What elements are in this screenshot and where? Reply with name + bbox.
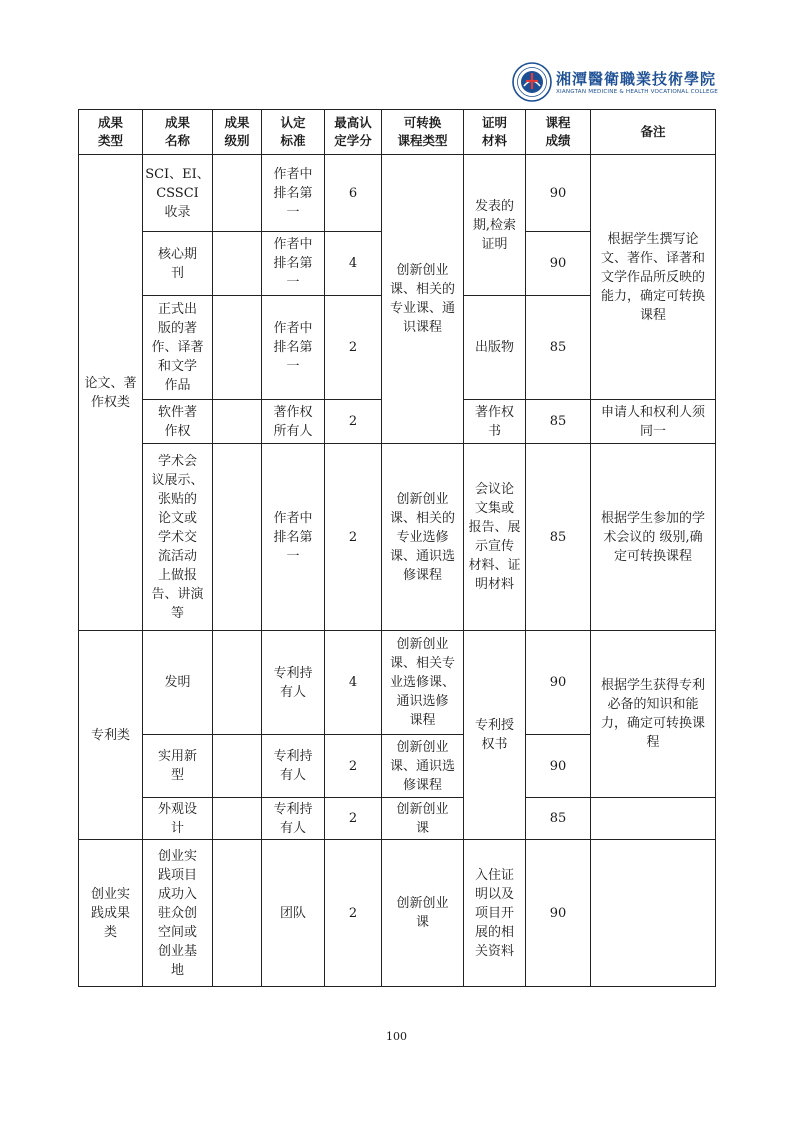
header-max-credit: 最高认 定学分 [325,110,382,155]
score-design: 85 [526,798,591,840]
name-startup: 创业实 践项目 成功入 驻众创 空间或 创业基 地 [143,840,213,987]
score-conference: 85 [526,444,591,631]
header-course-score: 课程 成绩 [526,110,591,155]
type-practice: 创业实 践成果 类 [79,840,143,987]
course-type-utility: 创新创业 课、通识选 修课程 [382,735,464,798]
remark-design [591,798,716,840]
school-name-en: XIANGTAN MEDICINE & HEALTH VOCATIONAL COLLEGE [556,89,718,95]
name-software: 软件著 作权 [143,400,213,444]
course-type-paper: 创新创业 课、相关的 专业课、通 识课程 [382,155,464,444]
level-cell [213,232,262,296]
credit-conversion-table [78,109,716,987]
course-type-conference: 创新创业 课、相关的 专业选修 课、通识选 修课程 [382,444,464,631]
remark-software: 申请人和权利人须 同一 [591,400,716,444]
credit-conference: 2 [325,444,382,631]
standard-owner: 著作权 所有人 [262,400,325,444]
table-row [79,155,716,232]
level-cell [213,296,262,400]
credit-software: 2 [325,400,382,444]
credit-utility: 2 [325,735,382,798]
name-design: 外观设 计 [143,798,213,840]
header-course-type: 可转换 课程类型 [382,110,464,155]
standard-author: 作者中 排名第 一 [262,296,325,400]
school-logo [512,62,722,104]
remark-startup [591,840,716,987]
standard-author: 作者中 排名第 一 [262,155,325,232]
material-publication: 出版物 [464,296,526,400]
material-patent: 专利授 权书 [464,631,526,840]
level-cell [213,444,262,631]
level-cell [213,840,262,987]
credit-core: 4 [325,232,382,296]
standard-author: 作者中 排名第 一 [262,232,325,296]
score-book: 85 [526,296,591,400]
credit-startup: 2 [325,840,382,987]
header-standard: 认定 标准 [262,110,325,155]
table-header-row [79,110,716,155]
level-cell [213,631,262,735]
level-cell [213,735,262,798]
score-startup: 90 [526,840,591,987]
table-row [79,840,716,987]
credit-book: 2 [325,296,382,400]
remark-paper: 根据学生撰写论 文、著作、译著和 文学作品所反映的 能力，确定可转换 课程 [591,155,716,400]
standard-patent-holder: 专利持 有人 [262,798,325,840]
course-type-design: 创新创业 课 [382,798,464,840]
material-software: 著作权 书 [464,400,526,444]
name-core: 核心期 刊 [143,232,213,296]
header-result-type: 成果 类型 [79,110,143,155]
standard-author: 作者中 排名第 一 [262,444,325,631]
name-utility: 实用新 型 [143,735,213,798]
score-sci: 90 [526,155,591,232]
remark-conference: 根据学生参加的学 术会议的 级别,确 定可转换课程 [591,444,716,631]
name-conference: 学术会 议展示、 张贴的 论文或 学术交 流活动 上做报 告、讲演 等 [143,444,213,631]
header-remark: 备注 [591,110,716,155]
table-row [79,798,716,840]
standard-team: 团队 [262,840,325,987]
score-utility: 90 [526,735,591,798]
material-journal: 发表的 期,检索 证明 [464,155,526,296]
header-result-level: 成果 级别 [213,110,262,155]
type-patent: 专利类 [79,631,143,840]
school-seal-icon [512,62,552,102]
name-invention: 发明 [143,631,213,735]
header-result-name: 成果 名称 [143,110,213,155]
score-core: 90 [526,232,591,296]
standard-patent-holder: 专利持 有人 [262,735,325,798]
credit-sci: 6 [325,155,382,232]
remark-patent: 根据学生获得专利 必备的知识和能 力，确定可转换课 程 [591,631,716,798]
page-number: 100 [386,1030,407,1043]
course-type-invention: 创新创业 课、相关专 业选修课、 通识选修 课程 [382,631,464,735]
credit-invention: 4 [325,631,382,735]
score-software: 85 [526,400,591,444]
credit-design: 2 [325,798,382,840]
material-conference: 会议论 文集或 报告、展 示宣传 材料、证 明材料 [464,444,526,631]
level-cell [213,400,262,444]
name-book: 正式出 版的著 作、译著 和文学 作品 [143,296,213,400]
standard-patent-holder: 专利持 有人 [262,631,325,735]
type-paper: 论文、著 作权类 [79,155,143,631]
score-invention: 90 [526,631,591,735]
table-row [79,631,716,735]
level-cell [213,798,262,840]
material-startup: 入住证 明以及 项目开 展的相 关资料 [464,840,526,987]
course-type-startup: 创新创业 课 [382,840,464,987]
name-sci: SCI、EI、 CSSCI 收录 [143,155,213,232]
level-cell [213,155,262,232]
school-name: 湘潭醫衛職業技術學院 [556,70,717,88]
table-row [79,444,716,631]
header-proof-material: 证明 材料 [464,110,526,155]
